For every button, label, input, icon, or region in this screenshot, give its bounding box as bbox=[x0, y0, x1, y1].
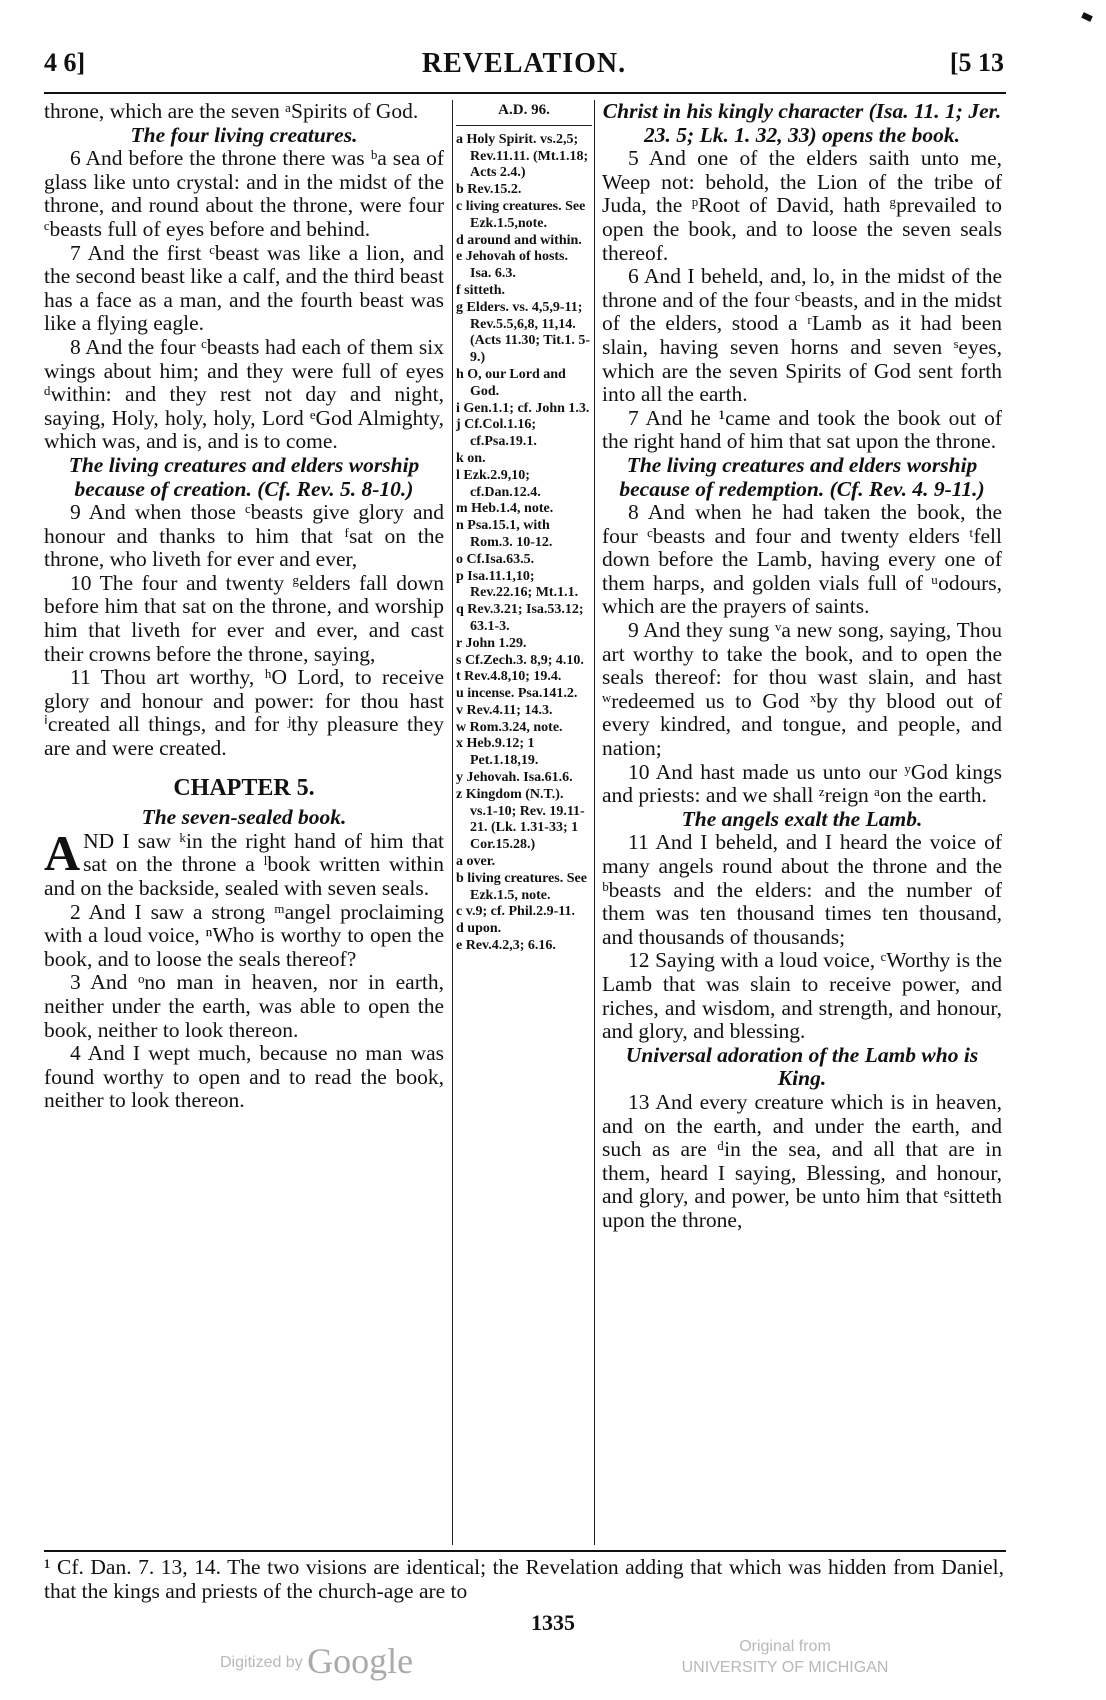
cross-reference: f sitteth. bbox=[456, 282, 505, 298]
reference-list bbox=[456, 132, 592, 955]
verse-paragraph: 10 The four and twenty ᵍelders fall down before him that sat on the throne, and worship him that liveth for ever and ever, and cast their crowns before the throne, saying, bbox=[44, 570, 444, 666]
drop-cap-letter: A bbox=[44, 824, 81, 881]
verse-paragraph: 5 And one of the elders saith unto me, Weep not: behold, the Lion of the tribe of Juda, the ᵖRoot of David, hath ᵍprevailed to open the book, and to loose the seven seals thereof. bbox=[602, 146, 1002, 265]
verse-paragraph: 13 And every creature which is in heaven, and on the earth, and under the earth, and such as are ᵈin the sea, and all that are in them, heard I saying, Blessing, and honour, and glory, and power, be unto him that ᵉsitteth upon the throne, bbox=[602, 1089, 1002, 1232]
verse-paragraph: 7 And the first ᶜbeast was like a lion, and the second beast like a calf, and the third beast has a face as a man, and the fourth beast was like a flying eagle. bbox=[44, 240, 444, 336]
cross-reference: d upon. bbox=[456, 921, 502, 937]
cross-reference: c v.9; cf. Phil.2.9-11. bbox=[456, 904, 575, 920]
verse-paragraph bbox=[44, 824, 444, 901]
column-divider-right bbox=[594, 100, 595, 1545]
cross-reference: b living creatures. See Ezk.1.5, note. bbox=[456, 870, 587, 903]
cross-reference: v Rev.4.11; 14.3. bbox=[456, 702, 553, 718]
footnote-rule bbox=[44, 1550, 1006, 1552]
cross-reference: e Rev.4.2,3; 6.16. bbox=[456, 938, 556, 954]
cross-reference: l Ezk.2.9,10; cf.Dan.12.4. bbox=[456, 467, 541, 500]
cross-reference: b Rev.15.2. bbox=[456, 182, 522, 198]
section-heading: The angels exalt the Lamb. bbox=[681, 806, 923, 831]
cross-reference: x Heb.9.12; 1 Pet.1.18,19. bbox=[456, 736, 539, 769]
cross-reference: j Cf.Col.1.16; cf.Psa.19.1. bbox=[456, 417, 537, 450]
section-heading: Universal adoration of the Lamb who is King. bbox=[625, 1042, 979, 1091]
era-label: A.D. 96. bbox=[456, 102, 592, 126]
cross-reference: o Cf.Isa.63.5. bbox=[456, 551, 535, 567]
column-divider-left bbox=[452, 100, 453, 1545]
header-book-title: REVELATION. bbox=[421, 48, 627, 79]
cross-reference: a Holy Spirit. vs.2,5; Rev.11.11. (Mt.1.18; Acts 2.4.) bbox=[456, 131, 589, 181]
verse-paragraph: 8 And the four ᶜbeasts had each of them six wings about him; and they were full of eyes ᵈwithin: and they rest not day and night, saying, Holy, holy, holy, Lord ᵉGod Almighty, which was, and is, and is to come. bbox=[44, 334, 444, 454]
section-heading: The seven-sealed book. bbox=[141, 805, 347, 830]
cross-reference: z Kingdom (N.T.). vs.1-10; Rev. 19.11-21. (Lk. 1.31-33; 1 Cor.15.28.) bbox=[456, 786, 585, 853]
cross-reference: r John 1.29. bbox=[456, 635, 527, 651]
cross-reference: m Heb.1.4, note. bbox=[456, 501, 554, 517]
reference-column bbox=[456, 102, 592, 955]
section-heading: The living creatures and elders worship because of redemption. (Cf. Rev. 4. 9-11.) bbox=[619, 452, 985, 501]
verse-paragraph: 11 Thou art worthy, ʰO Lord, to receive glory and honour and power: for thou hast ⁱcreated all things, and for ʲthy pleasure they are and were created. bbox=[44, 665, 444, 761]
verse-text: ND I saw ᵏin the right hand of him that sat on the throne a ˡbook written within and on the backside, sealed with seven seals. bbox=[44, 828, 444, 900]
cross-reference: t Rev.4.8,10; 19.4. bbox=[456, 669, 562, 685]
cross-reference: e Jehovah of hosts. Isa. 6.3. bbox=[456, 249, 569, 282]
continued-text: throne, which are the seven ᵃSpirits of God. bbox=[44, 99, 419, 123]
cross-reference: i Gen.1.1; cf. John 1.3. bbox=[456, 400, 590, 416]
cross-reference: u incense. Psa.141.2. bbox=[456, 686, 578, 702]
verse-paragraph: 7 And he ¹came and took the book out of the right hand of him that sat upon the throne. bbox=[602, 405, 1002, 454]
original-from-text: Original from bbox=[739, 1638, 831, 1655]
cross-reference: g Elders. vs. 4,5,9-11; Rev.5.5,6,8, 11,14. (Acts 11.30; Tit.1. 5-9.) bbox=[456, 299, 591, 366]
verse-paragraph: 8 And when he had taken the book, the four ᶜbeasts and four and twenty elders ᵗfell down before the Lamb, having every one of them harps, and golden vials full of ᵘodours, which are the prayers of saints. bbox=[602, 500, 1002, 619]
cross-reference: w Rom.3.24, note. bbox=[456, 719, 563, 735]
digitized-watermark bbox=[220, 1640, 413, 1682]
cross-reference: p Isa.11.1,10; Rev.22.16; Mt.1.1. bbox=[456, 568, 579, 601]
digitized-by-text: Digitized by bbox=[220, 1654, 303, 1671]
cross-reference: s Cf.Zech.3. 8,9; 4.10. bbox=[456, 652, 584, 668]
verse-paragraph: 2 And I saw a strong ᵐangel proclaiming with a loud voice, ⁿWho is worthy to open the book, and to loose the seals thereof? bbox=[44, 899, 444, 971]
cross-reference: h O, our Lord and God. bbox=[456, 366, 566, 399]
verse-paragraph: 9 And they sung ᵛa new song, saying, Thou art worthy to take the book, and to open the seals thereof: for thou wast slain, and hast ʷredeemed us to God ˣby thy blood out of every kindred, and tongue, and people, and nation; bbox=[602, 618, 1002, 761]
header-chapter-verse: 4 6] bbox=[44, 48, 86, 77]
section-heading: Christ in his kingly character (Isa. 11. 1; Jer. 23. 5; Lk. 1. 32, 33) opens the book. bbox=[602, 99, 1002, 147]
google-logo: Google bbox=[307, 1641, 414, 1681]
cross-reference: a over. bbox=[456, 854, 496, 870]
page-number: 1335 bbox=[531, 1610, 575, 1635]
verse-paragraph: 9 And when those ᶜbeasts give glory and honour and thanks to him that ᶠsat on the throne, who liveth for ever and ever, bbox=[44, 500, 444, 572]
section-heading: The living creatures and elders worship because of creation. (Cf. Rev. 5. 8-10.) bbox=[68, 452, 420, 501]
cross-reference: d around and within. bbox=[456, 232, 582, 248]
source-watermark bbox=[660, 1636, 910, 1678]
verse-paragraph: 10 And hast made us unto our ʸGod kings and priests: and we shall ᶻreign ᵃon the earth. bbox=[602, 759, 1002, 808]
verse-paragraph: 3 And ᵒno man in heaven, nor in earth, neither under the earth, was able to open the book, neither to look thereon. bbox=[44, 970, 444, 1042]
chapter-heading: CHAPTER 5. bbox=[173, 774, 315, 801]
verse-paragraph: 11 And I beheld, and I heard the voice of many angels round about the throne and the ᵇbeasts and the elders: and the number of them was ten thousand times ten thousand, and thousands of thousands; bbox=[602, 830, 1002, 949]
section-heading: The four living creatures. bbox=[130, 122, 358, 147]
right-text-column bbox=[602, 100, 1002, 1233]
footnote: ¹ Cf. Dan. 7. 13, 14. The two visions are identical; the Revelation adding that which was hidden from Daniel, that the kings and priests of the church-age are to bbox=[44, 1555, 1004, 1603]
header-rule bbox=[44, 92, 1006, 94]
cross-reference: c living creatures. See Ezk.1.5,note. bbox=[456, 198, 586, 231]
page-header bbox=[44, 48, 1004, 88]
cross-reference: q Rev.3.21; Isa.53.12; 63.1-3. bbox=[456, 602, 584, 634]
verse-paragraph: 6 And I beheld, and, lo, in the midst of the throne and of the four ᶜbeasts, and in the midst of the elders, stood a ʳLamb as it had been slain, having seven horns and seven ˢeyes, which are the seven Spirits of God sent forth into all the earth. bbox=[602, 264, 1002, 407]
cross-reference: n Psa.15.1, with Rom.3. 10-12. bbox=[456, 518, 553, 550]
cross-reference: y Jehovah. Isa.61.6. bbox=[456, 770, 573, 786]
header-end-reference: [5 13 bbox=[949, 48, 1004, 77]
university-text: UNIVERSITY OF MICHIGAN bbox=[681, 1659, 889, 1676]
verse-paragraph: 4 And I wept much, because no man was found worthy to open and to read the book, neither to look thereon. bbox=[44, 1041, 444, 1113]
corner-mark bbox=[1081, 12, 1093, 22]
verse-paragraph: 6 And before the throne there was ᵇa sea of glass like unto crystal: and in the midst of the throne, and round about the throne, were four ᶜbeasts full of eyes before and behind. bbox=[44, 146, 444, 241]
verse-paragraph: 12 Saying with a loud voice, ᶜWorthy is the Lamb that was slain to receive power, and riches, and wisdom, and strength, and honour, and glory, and blessing. bbox=[602, 948, 1002, 1044]
cross-reference: k on. bbox=[456, 450, 486, 466]
left-text-column bbox=[44, 100, 444, 1113]
